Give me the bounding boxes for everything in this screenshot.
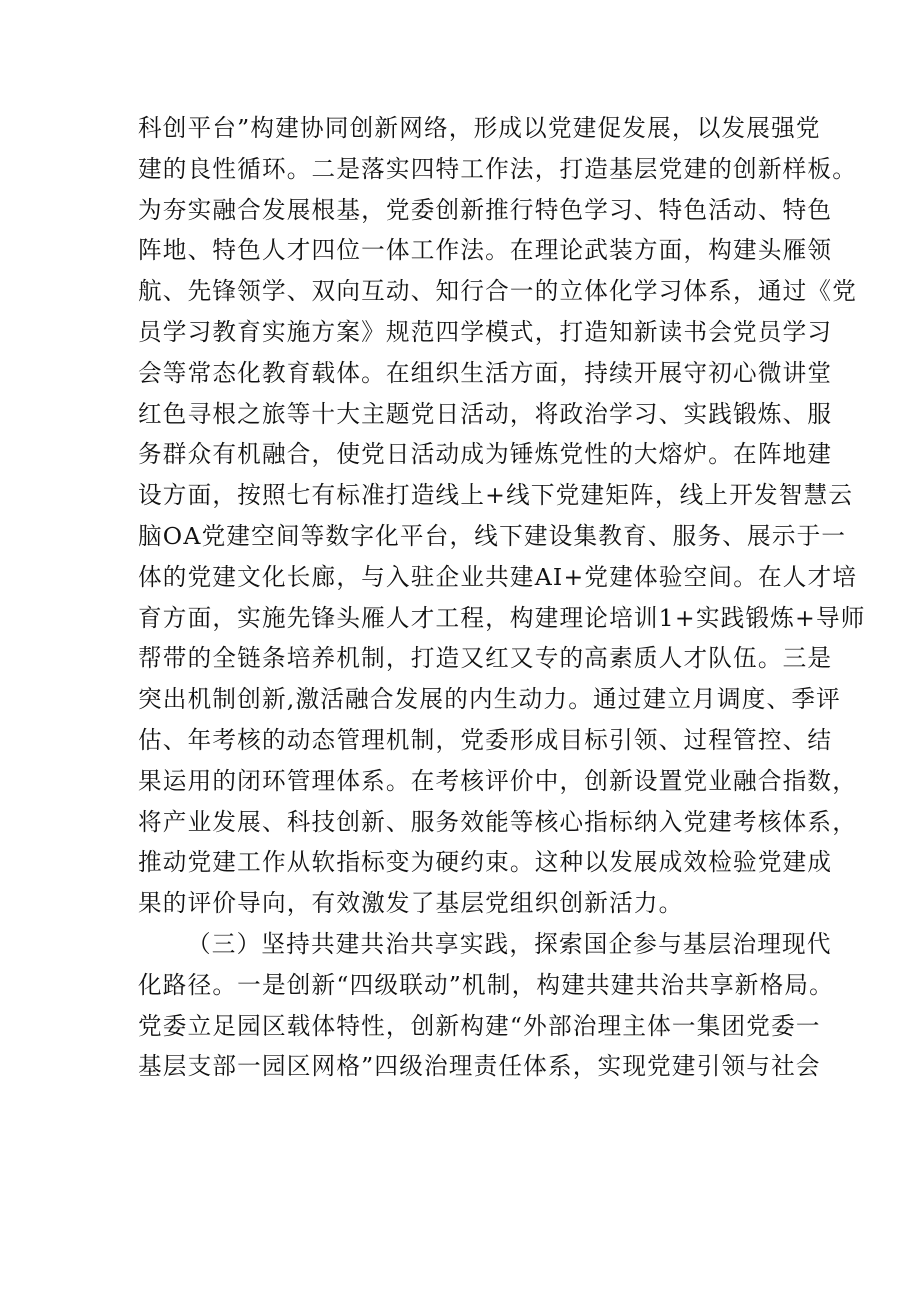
text-line: 脑OA党建空间等数字化平台，线下建设集教育、服务、展示于一 <box>138 521 847 550</box>
section-heading-line: （三）坚持共建共治共享实践，探索国企参与基层治理现代 <box>187 929 832 958</box>
text-line: 突出机制创新,激活融合发展的内生动力。通过建立月调度、季评 <box>138 685 841 714</box>
text-line: 估、年考核的动态管理机制，党委形成目标引领、过程管控、结 <box>138 725 833 754</box>
text-line: 育方面，实施先锋头雁人才工程，构建理论培训1+实践锻炼+导师 <box>138 603 866 632</box>
text-line: 会等常态化教育载体。在组织生活方面，持续开展守初心微讲堂 <box>138 358 833 387</box>
text-line: 航、先锋领学、双向互动、知行合一的立体化学习体系，通过《党 <box>138 277 858 306</box>
text-line: 阵地、特色人才四位一体工作法。在理论武装方面，构建头雁领 <box>138 236 833 265</box>
text-line: 建的良性循环。二是落实四特工作法，打造基层党建的创新样板。 <box>138 154 858 183</box>
text-line: 员学习教育实施方案》规范四学模式，打造知新读书会党员学习 <box>138 317 833 346</box>
text-line: 务群众有机融合，使党日活动成为锤炼党性的大熔炉。在阵地建 <box>138 440 833 469</box>
text-line: 体的党建文化长廊，与入驻企业共建AI+党建体验空间。在人才培 <box>138 562 858 591</box>
text-line: 红色寻根之旅等十大主题党日活动，将政治学习、实践锻炼、服 <box>138 399 833 428</box>
text-line: 帮带的全链条培养机制，打造又红又专的高素质人才队伍。三是 <box>138 644 833 673</box>
text-line: 科创平台”构建协同创新网络，形成以党建促发展，以发展强党 <box>138 114 821 142</box>
text-line: 为夯实融合发展根基，党委创新推行特色学习、特色活动、特色 <box>138 195 833 224</box>
body-text <box>138 108 866 1087</box>
text-line: 化路径。一是创新“四级联动”机制，构建共建共治共享新格局。 <box>138 970 834 999</box>
text-line: 果运用的闭环管理体系。在考核评价中，创新设置党业融合指数， <box>138 766 858 795</box>
text-line: 党委立足园区载体特性，创新构建“外部治理主体一集团党委一 <box>138 1011 821 1040</box>
text-line: 推动党建工作从软指标变为硬约束。这种以发展成效检验党建成 <box>138 848 833 877</box>
text-line: 设方面，按照七有标准打造线上+线下党建矩阵，线上开发智慧云 <box>138 481 854 510</box>
text-line: 果的评价导向，有效激发了基层党组织创新活力。 <box>138 889 684 918</box>
text-line: 基层支部一园区网格”四级治理责任体系，实现党建引领与社会 <box>138 1052 821 1081</box>
text-line: 将产业发展、科技创新、服务效能等核心指标纳入党建考核体系， <box>138 807 858 836</box>
